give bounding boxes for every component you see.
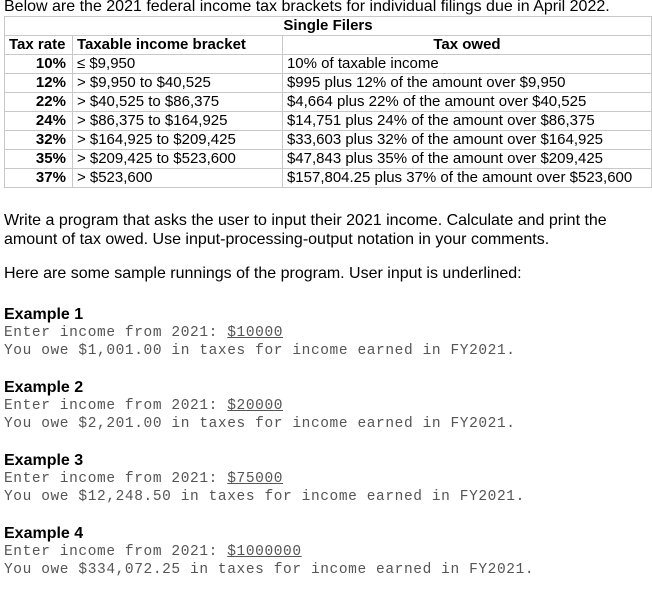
cell-bracket: > $40,525 to $86,375: [72, 93, 282, 112]
sample-intro-paragraph: Here are some sample runnings of the program. User input is underlined:: [4, 265, 522, 282]
example-prompt: Enter income from 2021:: [4, 471, 228, 487]
cell-rate: 37%: [5, 169, 73, 188]
cell-rate: 10%: [5, 55, 73, 74]
table-row: [5, 74, 652, 93]
example-block: [4, 524, 534, 579]
table-header-row: [5, 36, 652, 55]
example-user-input: $20000: [227, 398, 284, 414]
table-row: [5, 169, 652, 188]
example-title: Example 2: [4, 379, 84, 396]
example-output-line: You owe $334,072.25 in taxes for income earned in FY2021.: [4, 562, 535, 578]
cell-owed: $157,804.25 plus 37% of the amount over $523,600: [282, 169, 651, 188]
cell-bracket: > $523,600: [72, 169, 282, 188]
example-block: [4, 378, 516, 433]
example-output-line: You owe $12,248.50 in taxes for income earned in FY2021.: [4, 489, 525, 505]
example-output-line: You owe $1,001.00 in taxes for income earned in FY2021.: [4, 343, 516, 359]
cell-owed: $14,751 plus 24% of the amount over $86,375: [282, 112, 651, 131]
cell-rate: 35%: [5, 150, 73, 169]
table-row: [5, 150, 652, 169]
example-block: [4, 451, 525, 506]
cell-bracket: > $86,375 to $164,925: [72, 112, 282, 131]
column-header-tax-rate: Tax rate: [5, 36, 73, 55]
example-prompt: Enter income from 2021:: [4, 544, 228, 560]
example-title: Example 3: [4, 452, 84, 469]
example-input-line: [4, 397, 516, 415]
example-prompt: Enter income from 2021:: [4, 398, 228, 414]
intro-text: Below are the 2021 federal income tax brackets for individual filings due in April 2022.: [4, 0, 610, 15]
example-input-line: [4, 470, 525, 488]
cell-rate: 32%: [5, 131, 73, 150]
cell-bracket: ≤ $9,950: [72, 55, 282, 74]
column-header-tax-owed: Tax owed: [282, 36, 651, 55]
cell-owed: $4,664 plus 22% of the amount over $40,525: [282, 93, 651, 112]
table-group-heading: Single Filers: [5, 17, 652, 36]
cell-bracket: > $164,925 to $209,425: [72, 131, 282, 150]
table-row: [5, 131, 652, 150]
example-block: [4, 305, 516, 360]
cell-rate: 22%: [5, 93, 73, 112]
cell-bracket: > $9,950 to $40,525: [72, 74, 282, 93]
example-input-line: [4, 324, 516, 342]
example-user-input: $1000000: [227, 544, 302, 560]
cell-rate: 24%: [5, 112, 73, 131]
example-title: Example 1: [4, 306, 84, 323]
table-row: [5, 55, 652, 74]
example-title: Example 4: [4, 525, 84, 542]
cell-owed: $47,843 plus 35% of the amount over $209,425: [282, 150, 651, 169]
column-header-bracket: Taxable income bracket: [72, 36, 282, 55]
example-user-input: $10000: [227, 325, 284, 341]
cell-bracket: > $209,425 to $523,600: [72, 150, 282, 169]
table-row: [5, 112, 652, 131]
example-input-line: [4, 543, 534, 561]
cell-owed: 10% of taxable income: [282, 55, 651, 74]
table-group-heading-row: [5, 17, 652, 36]
table-row: [5, 93, 652, 112]
example-output-line: You owe $2,201.00 in taxes for income earned in FY2021.: [4, 416, 516, 432]
cell-rate: 12%: [5, 74, 73, 93]
example-user-input: $75000: [227, 471, 284, 487]
cell-owed: $995 plus 12% of the amount over $9,950: [282, 74, 651, 93]
instructions-paragraph: Write a program that asks the user to input their 2021 income. Calculate and print the amount of tax owed. Use input-processing-output notation in your comments.: [4, 212, 607, 248]
cell-owed: $33,603 plus 32% of the amount over $164,925: [282, 131, 651, 150]
example-prompt: Enter income from 2021:: [4, 325, 228, 341]
tax-bracket-table: [4, 16, 652, 188]
